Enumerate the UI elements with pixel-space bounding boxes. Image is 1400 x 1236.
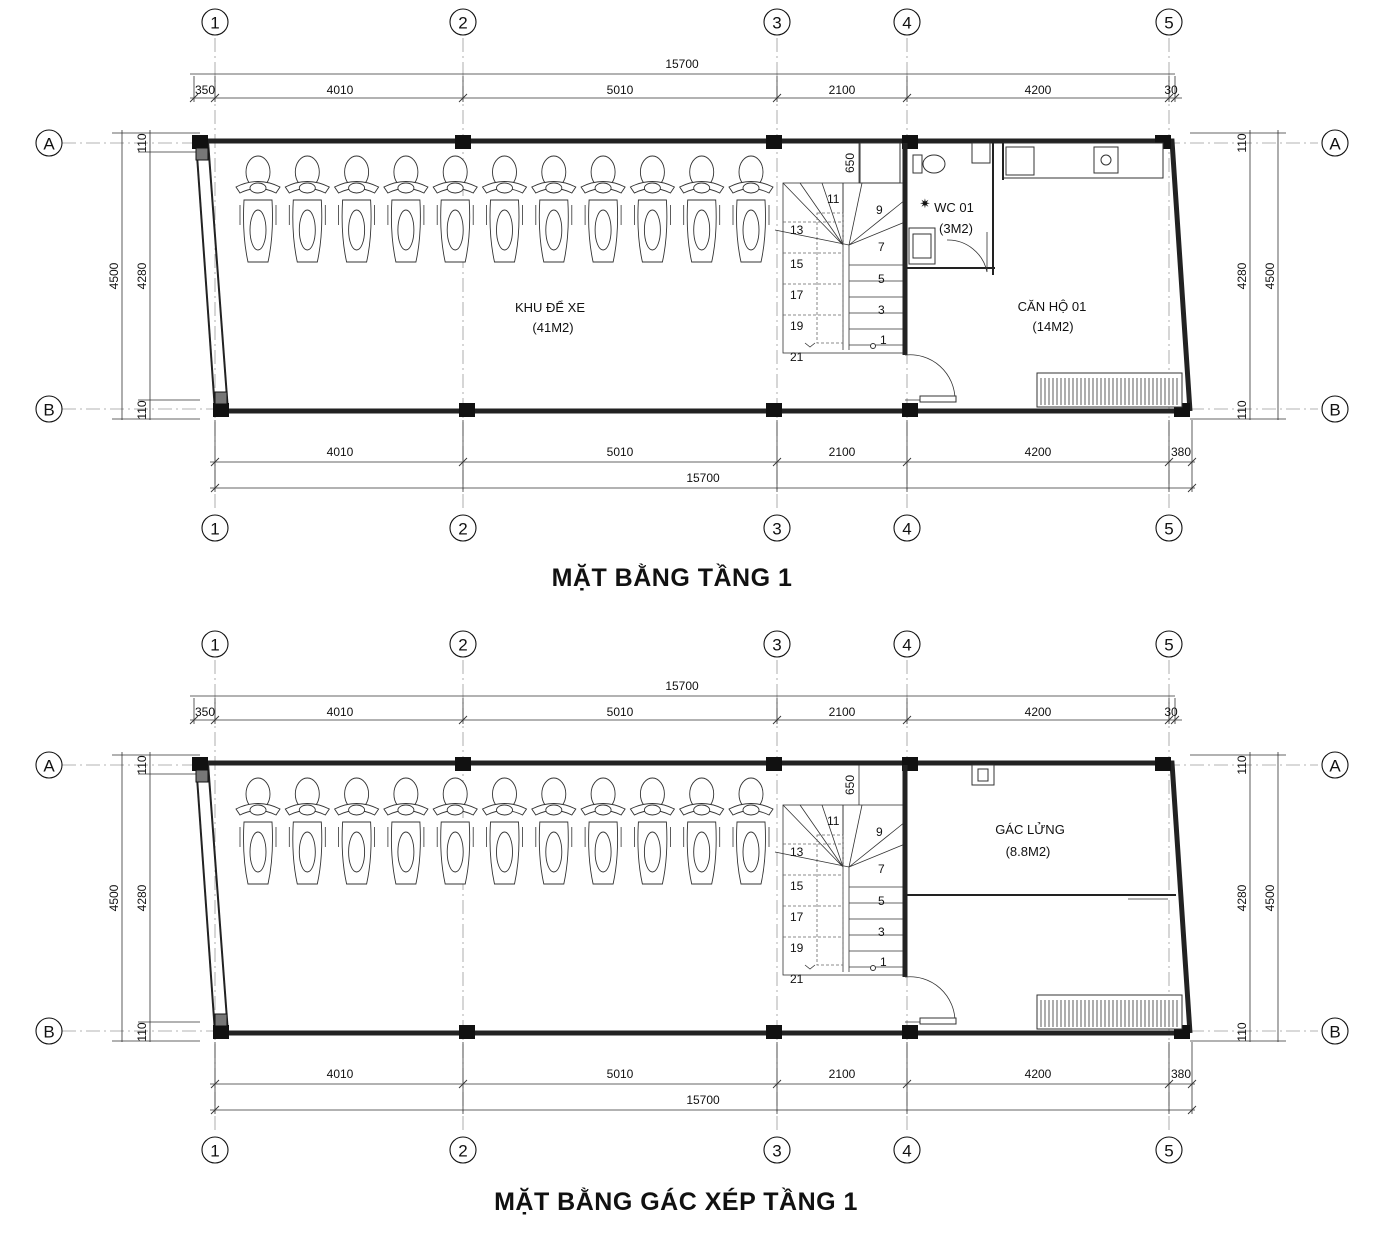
grid-label-4: 4	[902, 519, 912, 539]
shaft	[972, 143, 990, 163]
motorbike-icon	[335, 156, 379, 262]
dim-bottom-2: 2100	[828, 445, 856, 459]
dim-left-2: 110	[135, 133, 149, 153]
grid-label-4: 4	[902, 635, 912, 655]
toilet-tank	[913, 155, 922, 173]
room-label-mezzanine: GÁC LỬNG	[995, 822, 1065, 837]
motorbike-seat	[497, 832, 513, 872]
grid-label-3: 3	[772, 1141, 782, 1161]
dim-top-5: 30	[1164, 705, 1178, 719]
door-swing	[905, 355, 955, 400]
motorbike-icon	[680, 778, 724, 884]
stair-step-number: 15	[790, 879, 804, 893]
stair-step-number: 17	[790, 910, 804, 924]
column-hatched	[215, 1014, 227, 1026]
stair-step-number: 7	[878, 862, 885, 876]
wall-left-inner	[208, 763, 228, 1033]
grid-label-3: 3	[772, 519, 782, 539]
column	[192, 135, 208, 149]
grid-label-3: 3	[772, 13, 782, 33]
floor-plan-2	[36, 631, 1348, 1216]
grid-label-5: 5	[1164, 1141, 1174, 1161]
shower-icon: ✷	[919, 196, 931, 211]
door-leaf	[920, 396, 956, 402]
motorbike-icon	[483, 156, 527, 262]
room-label-parking: KHU ĐỂ XE	[514, 300, 586, 315]
dim-top-1: 4010	[326, 705, 354, 719]
dim-left-0: 4500	[107, 884, 121, 912]
stair-step-number: 13	[790, 223, 804, 237]
motorbike-headlight	[497, 183, 513, 193]
column	[213, 1025, 229, 1039]
stair-step-number: 5	[878, 894, 885, 908]
floor-plan-1	[36, 9, 1348, 592]
motorbike-seat	[546, 832, 562, 872]
motorbike-headlight	[349, 183, 365, 193]
column	[213, 403, 229, 417]
motorbike-icon	[384, 156, 428, 262]
column-hatched	[215, 392, 227, 404]
dim-bottom-3: 4200	[1024, 445, 1052, 459]
motorbike-icon	[433, 156, 477, 262]
dim-right-2: 110	[1235, 133, 1249, 153]
dim-bottom-1: 5010	[606, 1067, 634, 1081]
motorbike-icon	[285, 778, 329, 884]
stair-step-number: 3	[878, 303, 885, 317]
grid-label-1: 1	[210, 635, 220, 655]
dim-right-3: 110	[1235, 1022, 1249, 1042]
dim-bottom-total: 15700	[686, 471, 720, 485]
stair-step-number: 19	[790, 319, 804, 333]
motorbike-seat	[349, 832, 365, 872]
plan-title: MẶT BẰNG GÁC XÉP TẦNG 1	[494, 1188, 858, 1216]
grid-label-2: 2	[458, 13, 468, 33]
motorbike-headlight	[694, 805, 710, 815]
motorbike-icon	[285, 156, 329, 262]
dim-top-2: 5010	[606, 83, 634, 97]
dim-bottom-1: 5010	[606, 445, 634, 459]
room-area-mezzanine: (8.8M2)	[1005, 844, 1051, 859]
dim-top-4: 4200	[1024, 705, 1052, 719]
dim-left-1: 4280	[135, 262, 149, 290]
motorbike-headlight	[743, 183, 759, 193]
wall-left	[196, 141, 215, 411]
dim-top-5: 30	[1164, 83, 1178, 97]
motorbike-icon	[729, 156, 773, 262]
motorbike-seat	[644, 832, 660, 872]
dim-top-total: 15700	[665, 679, 699, 693]
motorbike-headlight	[398, 805, 414, 815]
dim-top-total: 15700	[665, 57, 699, 71]
stair-step-number: 15	[790, 257, 804, 271]
dim-left-3: 110	[135, 400, 149, 420]
door-swing	[905, 977, 955, 1022]
grid-label-A: A	[1329, 134, 1341, 154]
dim-left-0: 4500	[107, 262, 121, 290]
motorbike-headlight	[595, 805, 611, 815]
motorbike-headlight	[546, 805, 562, 815]
motorbike-icon	[532, 778, 576, 884]
motorbike-icon	[581, 156, 625, 262]
grid-label-A: A	[1329, 756, 1341, 776]
motorbike-seat	[299, 210, 315, 250]
motorbike-seat	[694, 210, 710, 250]
dim-right-1: 4500	[1263, 262, 1277, 290]
stair-start-dot	[871, 966, 876, 971]
stair-step-number: 19	[790, 941, 804, 955]
grid-label-2: 2	[458, 519, 468, 539]
motorbike-icon	[630, 156, 674, 262]
dim-bottom-0: 4010	[326, 1067, 354, 1081]
stair-step-number: 1	[880, 955, 887, 969]
dim-left-1: 4280	[135, 884, 149, 912]
room-label-wc: WC 01	[934, 200, 974, 215]
motorbike-headlight	[299, 805, 315, 815]
motorbike-seat	[398, 210, 414, 250]
dim-stair: 650	[843, 774, 857, 796]
motorbike-seat	[398, 832, 414, 872]
motorbike-seat	[546, 210, 562, 250]
grid-label-5: 5	[1164, 13, 1174, 33]
motorbike-icon	[729, 778, 773, 884]
motorbike-icon	[483, 778, 527, 884]
grid-label-3: 3	[772, 635, 782, 655]
motorbike-seat	[644, 210, 660, 250]
dim-bottom-4: 380	[1170, 445, 1192, 459]
dim-bottom-0: 4010	[326, 445, 354, 459]
wall-right	[1168, 763, 1190, 1033]
stair-step-number: 11	[827, 192, 840, 206]
motorbike-icon	[335, 778, 379, 884]
grid-label-A: A	[43, 134, 55, 154]
grid-label-1: 1	[210, 1141, 220, 1161]
stair-step-number: 1	[880, 333, 887, 347]
dim-top-0: 350	[194, 705, 216, 719]
stair-direction-icon	[805, 965, 815, 969]
wall-left-inner	[208, 141, 228, 411]
column	[766, 135, 782, 149]
stair-step-number: 3	[878, 925, 885, 939]
motorbike-headlight	[349, 805, 365, 815]
motorbike-icon	[581, 778, 625, 884]
grid-label-1: 1	[210, 13, 220, 33]
motorbike-icon	[384, 778, 428, 884]
motorbike-seat	[595, 210, 611, 250]
dim-left-2: 110	[135, 755, 149, 775]
stair-step-number: 7	[878, 240, 885, 254]
dim-top-1: 4010	[326, 83, 354, 97]
motorbike-seat	[497, 210, 513, 250]
dim-right-0: 4280	[1235, 884, 1249, 912]
motorbike-icon	[236, 156, 280, 262]
staircase	[775, 183, 905, 364]
column	[1155, 757, 1171, 771]
column-hatched	[196, 770, 208, 782]
motorbike-headlight	[694, 183, 710, 193]
column	[766, 403, 782, 417]
grid-label-4: 4	[902, 1141, 912, 1161]
grid-label-B: B	[1329, 1022, 1341, 1042]
motorbike-headlight	[497, 805, 513, 815]
dim-bottom-3: 4200	[1024, 1067, 1052, 1081]
stair-step-number: 5	[878, 272, 885, 286]
stove-burner	[1101, 155, 1111, 165]
motorbike-headlight	[743, 805, 759, 815]
grid-label-B: B	[1329, 400, 1341, 420]
dim-top-3: 2100	[828, 705, 856, 719]
dim-right-2: 110	[1235, 755, 1249, 775]
motorbike-headlight	[398, 183, 414, 193]
grid-label-5: 5	[1164, 519, 1174, 539]
motorbike-headlight	[250, 183, 266, 193]
motorbike-headlight	[595, 183, 611, 193]
shaft-inner	[978, 769, 988, 781]
wall-left	[196, 763, 215, 1033]
dim-top-0: 350	[194, 83, 216, 97]
grid-label-1: 1	[210, 519, 220, 539]
stair-direction-icon	[805, 343, 815, 347]
toilet-icon	[923, 155, 945, 173]
motorbike-seat	[743, 832, 759, 872]
motorbike-headlight	[447, 183, 463, 193]
motorbike-seat	[447, 832, 463, 872]
dim-top-4: 4200	[1024, 83, 1052, 97]
motorbike-seat	[694, 832, 710, 872]
column	[192, 757, 208, 771]
motorbike-icon	[630, 778, 674, 884]
column	[766, 1025, 782, 1039]
dim-right-0: 4280	[1235, 262, 1249, 290]
dim-bottom-total: 15700	[686, 1093, 720, 1107]
dim-left-3: 110	[135, 1022, 149, 1042]
dim-right-1: 4500	[1263, 884, 1277, 912]
grid-label-2: 2	[458, 635, 468, 655]
room-area-wc: (3M2)	[939, 221, 973, 236]
stair-step-number: 21	[790, 350, 804, 364]
motorbike-headlight	[644, 183, 660, 193]
column	[455, 757, 471, 771]
motorbike-seat	[250, 210, 266, 250]
stair-step-number: 9	[876, 825, 883, 839]
grid-label-4: 4	[902, 13, 912, 33]
grid-label-A: A	[43, 756, 55, 776]
column	[766, 757, 782, 771]
column	[902, 1025, 918, 1039]
staircase	[775, 805, 905, 986]
stair-start-dot	[871, 344, 876, 349]
stair-step-number: 17	[790, 288, 804, 302]
motorbike-seat	[299, 832, 315, 872]
bench-icon	[1037, 373, 1182, 407]
stair-step-number: 21	[790, 972, 804, 986]
bench-icon	[1037, 995, 1182, 1029]
motorbike-seat	[447, 210, 463, 250]
motorbike-seat	[349, 210, 365, 250]
grid-label-B: B	[43, 400, 55, 420]
dim-top-3: 2100	[828, 83, 856, 97]
motorbike-icon	[433, 778, 477, 884]
grid-label-B: B	[43, 1022, 55, 1042]
wc-door-swing	[947, 232, 987, 272]
dim-right-3: 110	[1235, 400, 1249, 420]
cabinet	[860, 143, 900, 183]
dim-stair: 650	[843, 152, 857, 174]
stair-step-number: 11	[827, 814, 840, 828]
room-area-parking: (41M2)	[532, 320, 574, 335]
motorbike-headlight	[250, 805, 266, 815]
motorbike-seat	[743, 210, 759, 250]
room-label-apartment: CĂN HỘ 01	[1017, 299, 1087, 314]
motorbike-headlight	[447, 805, 463, 815]
dim-top-2: 5010	[606, 705, 634, 719]
column	[902, 403, 918, 417]
column	[459, 403, 475, 417]
room-area-apartment: (14M2)	[1032, 319, 1074, 334]
kitchen-sink-icon	[1006, 147, 1034, 175]
dim-bottom-4: 380	[1170, 1067, 1192, 1081]
motorbike-headlight	[299, 183, 315, 193]
column	[455, 135, 471, 149]
plan-title: MẶT BẰNG TẦNG 1	[551, 564, 793, 592]
sink-basin	[913, 234, 931, 258]
wall-right	[1168, 141, 1190, 411]
stair-step-number: 9	[876, 203, 883, 217]
stair-step-number: 13	[790, 845, 804, 859]
door-leaf	[920, 1018, 956, 1024]
column-hatched	[196, 148, 208, 160]
grid-label-5: 5	[1164, 635, 1174, 655]
column	[459, 1025, 475, 1039]
motorbike-seat	[250, 832, 266, 872]
motorbike-icon	[236, 778, 280, 884]
motorbike-icon	[680, 156, 724, 262]
grid-label-2: 2	[458, 1141, 468, 1161]
motorbike-icon	[532, 156, 576, 262]
motorbike-headlight	[546, 183, 562, 193]
dim-bottom-2: 2100	[828, 1067, 856, 1081]
motorbike-seat	[595, 832, 611, 872]
motorbike-headlight	[644, 805, 660, 815]
